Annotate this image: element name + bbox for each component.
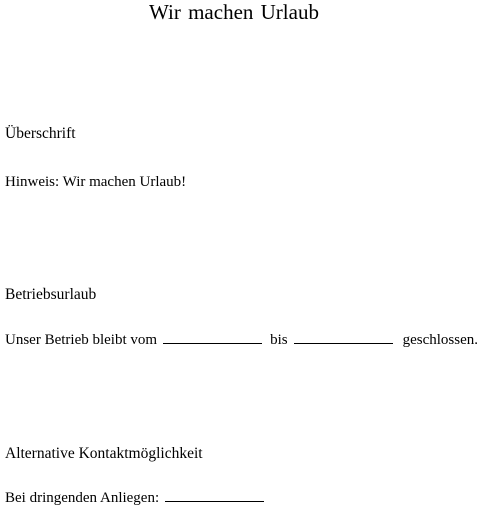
notice-text: Hinweis: Wir machen Urlaub! [5,174,187,190]
section-heading-betriebsurlaub: Betriebsurlaub [5,286,97,303]
section-heading-kontakt: Alternative Kontaktmöglichkeit [5,445,203,462]
document-title: Wir machen Urlaub [149,0,319,24]
contact-blank[interactable] [165,490,264,502]
closure-text-after: geschlossen. [402,332,478,348]
section-heading-ueberschrift: Überschrift [5,125,76,142]
start-date-blank[interactable] [163,332,262,344]
contact-text-before: Bei dringenden Anliegen: [5,490,160,506]
closure-sentence [5,331,478,349]
closure-text-before: Unser Betrieb bleibt vom [5,332,158,348]
contact-sentence [5,489,272,507]
end-date-blank[interactable] [294,332,393,344]
closure-text-middle: bis [270,332,288,348]
